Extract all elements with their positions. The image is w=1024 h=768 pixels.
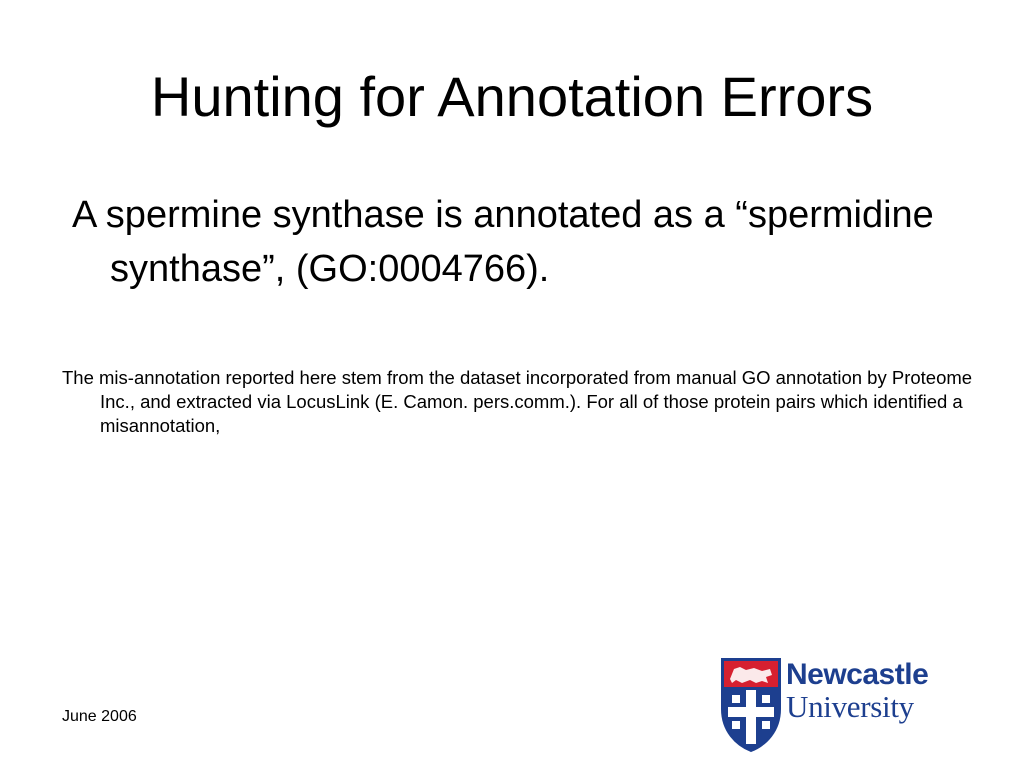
slide-title: Hunting for Annotation Errors (150, 65, 874, 128)
footer-date: June 2006 (62, 708, 137, 725)
university-shield-icon (720, 657, 782, 753)
logo-text-newcastle: Newcastle (786, 658, 929, 691)
body-paragraph: The mis-annotation reported here stem from the dataset incorporated from manual GO annotation by Proteome Inc., and extracted via LocusLink (E. Camon. pers.comm.). For all of those protein pairs which identified a misannotation, (62, 367, 973, 436)
logo-text-university: University (786, 689, 914, 724)
university-logo (720, 657, 960, 757)
main-bullet-text: A spermine synthase is annotated as a “spermidine synthase”, (GO:0004766). (72, 194, 934, 290)
